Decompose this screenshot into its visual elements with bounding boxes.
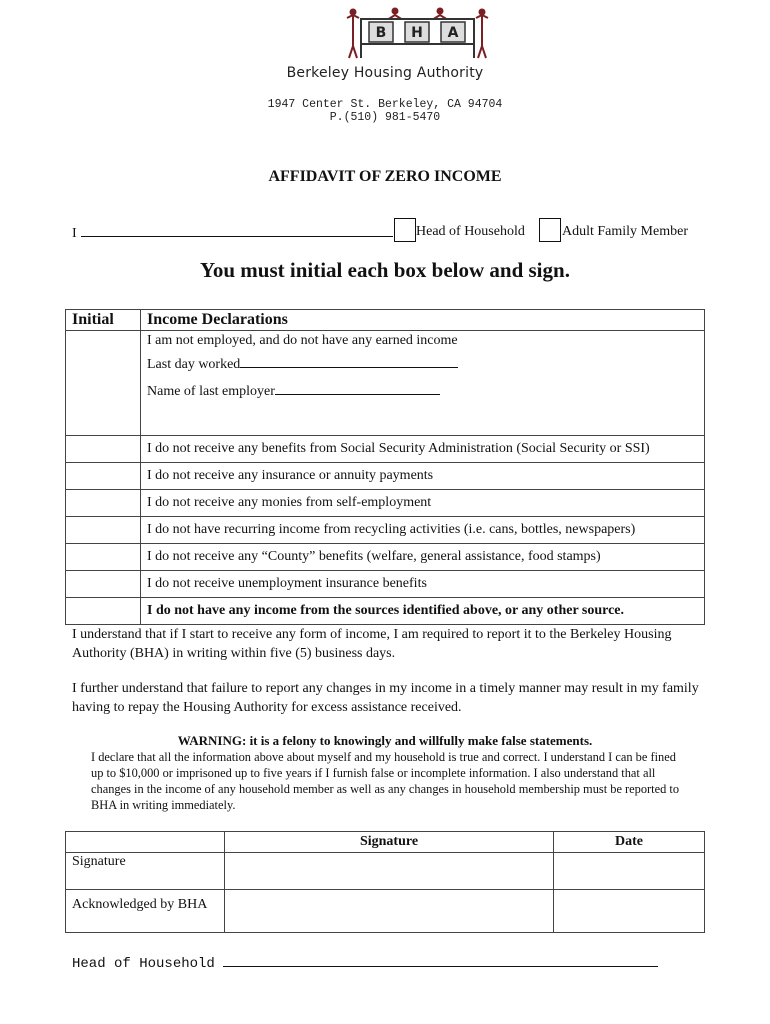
initial-box[interactable] <box>66 331 141 436</box>
understanding-paragraph-1: I understand that if I start to receive any form of income, I am required to report it to the Berkeley Housing Authority (BHA) in writing within five (5) business days. <box>72 627 672 661</box>
declaration-text: I do not receive unemployment insurance benefits <box>141 571 705 598</box>
org-name: Berkeley Housing Authority <box>286 65 484 81</box>
logo-letter-a: A <box>447 25 459 41</box>
name-blank-field[interactable] <box>81 224 393 237</box>
table-row <box>66 331 705 436</box>
table-row <box>66 436 705 463</box>
col-date-header: Date <box>554 832 705 853</box>
adult-family-member-checkbox[interactable] <box>539 218 561 242</box>
table-row <box>66 853 705 890</box>
initial-box[interactable] <box>66 490 141 517</box>
warning-title: WARNING: it is a felony to knowingly and willfully make false statements. <box>177 733 593 748</box>
declaration-text: I do not receive any monies from self-employment <box>141 490 705 517</box>
logo-letter-b: B <box>375 25 387 41</box>
table-row <box>66 571 705 598</box>
signature-row-label: Signature <box>66 853 225 890</box>
name-line <box>72 224 393 242</box>
logo-letter-h: H <box>411 25 423 41</box>
signature-date-field[interactable] <box>554 853 705 890</box>
address-phone: P.(510) 981-5470 <box>329 111 441 124</box>
table-header-row <box>66 310 705 331</box>
table-row <box>66 890 705 933</box>
declaration-text: I am not employed, and do not have any earned income <box>147 333 458 348</box>
table-row <box>66 598 705 625</box>
address-block <box>0 98 770 124</box>
income-declarations-table <box>65 309 705 625</box>
initial-box[interactable] <box>66 544 141 571</box>
i-label: I <box>72 226 77 241</box>
last-employer-line: Name of last employer <box>147 378 698 405</box>
initial-box[interactable] <box>66 598 141 625</box>
col-signature-header: Signature <box>225 832 554 853</box>
form-title: AFFIDAVIT OF ZERO INCOME <box>268 168 502 185</box>
acknowledged-row-label: Acknowledged by BHA <box>66 890 225 933</box>
logo-legs <box>361 44 474 58</box>
understanding-paragraph-2: I further understand that failure to report any changes in my income in a timely manner may result in my family having to repay the Housing Authority for excess assistance received. <box>72 681 699 715</box>
last-employer-field[interactable] <box>275 380 440 395</box>
head-of-household-checkbox[interactable] <box>394 218 416 242</box>
warning-text: I declare that all the information above about myself and my household is true and correct. I understand I can be fined up to $10,000 or imprisoned up to five years if I furnish false or incomplete information. I also understand that all changes in the income of any household member as well as any changes in household membership must be reported to BHA in writing immediately. <box>91 750 680 812</box>
table-row <box>66 517 705 544</box>
initial-box[interactable] <box>66 571 141 598</box>
head-of-household-footer-label: Head of Household <box>72 956 215 972</box>
signature-table <box>65 831 705 933</box>
last-day-worked-line: Last day worked <box>147 351 698 378</box>
last-day-worked-field[interactable] <box>240 353 458 368</box>
bha-logo <box>345 6 490 62</box>
initial-box[interactable] <box>66 517 141 544</box>
declaration-text: I do not receive any insurance or annuity payments <box>141 463 705 490</box>
adult-family-member-label: Adult Family Member <box>562 224 688 239</box>
table-row <box>66 490 705 517</box>
declaration-text: I do not receive any benefits from Social Security Administration (Social Security or SSI) <box>141 436 705 463</box>
declaration-employment <box>141 331 705 436</box>
declaration-text: I do not have recurring income from recycling activities (i.e. cans, bottles, newspapers) <box>141 517 705 544</box>
signature-header-row <box>66 832 705 853</box>
bha-signature-field[interactable] <box>225 890 554 933</box>
head-of-household-label: Head of Household <box>416 224 525 239</box>
table-row <box>66 463 705 490</box>
col-initial-header: Initial <box>66 310 141 331</box>
declaration-final-text: I do not have any income from the sources identified above, or any other source. <box>141 598 705 625</box>
signature-corner-cell <box>66 832 225 853</box>
head-of-household-line <box>72 954 658 972</box>
address-street: 1947 Center St. Berkeley, CA 94704 <box>267 98 503 111</box>
bha-date-field[interactable] <box>554 890 705 933</box>
table-row <box>66 544 705 571</box>
initial-box[interactable] <box>66 463 141 490</box>
head-of-household-field[interactable] <box>223 954 658 967</box>
signature-field[interactable] <box>225 853 554 890</box>
declaration-text: I do not receive any “County” benefits (welfare, general assistance, food stamps) <box>141 544 705 571</box>
initial-box[interactable] <box>66 436 141 463</box>
col-income-header: Income Declarations <box>141 310 705 331</box>
instruction-heading: You must initial each box below and sign. <box>200 258 570 282</box>
